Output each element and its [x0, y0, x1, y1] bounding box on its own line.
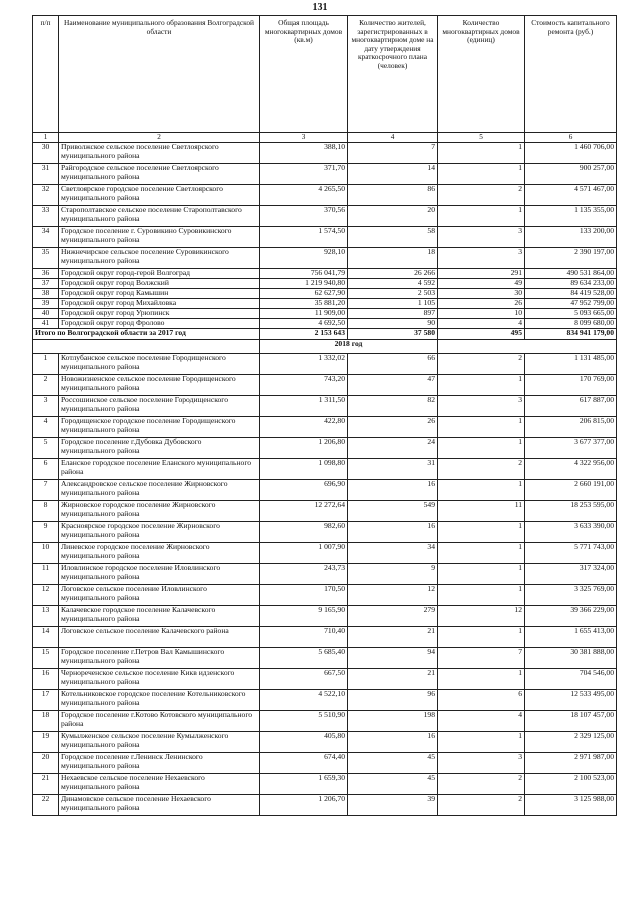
row-houses: 1 [438, 375, 525, 396]
header-houses: Количество многоквартирных домов (единиц) [438, 16, 525, 133]
row-index: 3 [33, 396, 59, 417]
row-cost: 2 100 523,00 [525, 774, 617, 795]
row-residents: 90 [348, 319, 438, 329]
row-municipality: Городской округ город Камышин [59, 289, 260, 299]
row-area: 422,80 [260, 417, 348, 438]
row-residents: 20 [348, 206, 438, 227]
column-number: 2 [59, 133, 260, 143]
row-houses: 1 [438, 732, 525, 753]
row-index: 6 [33, 459, 59, 480]
row-cost: 900 257,00 [525, 164, 617, 185]
row-municipality: Городищенское городское поселение Городищенского муниципального района [59, 417, 260, 438]
row-cost: 30 381 888,00 [525, 648, 617, 669]
table-row [33, 206, 617, 227]
row-residents: 12 [348, 585, 438, 606]
row-houses: 26 [438, 299, 525, 309]
table-row [33, 417, 617, 438]
row-cost: 8 099 680,00 [525, 319, 617, 329]
row-index: 39 [33, 299, 59, 309]
row-residents: 198 [348, 711, 438, 732]
header-area: Общая площадь многоквартирных домов (кв.м) [260, 16, 348, 133]
row-index: 20 [33, 753, 59, 774]
row-index: 16 [33, 669, 59, 690]
row-residents: 24 [348, 438, 438, 459]
row-houses: 1 [438, 438, 525, 459]
row-cost: 3 677 377,00 [525, 438, 617, 459]
row-cost: 1 135 355,00 [525, 206, 617, 227]
row-houses: 1 [438, 164, 525, 185]
row-municipality: Иловлинское городское поселение Иловлинского муниципального района [59, 564, 260, 585]
table-row [33, 711, 617, 732]
row-residents: 16 [348, 522, 438, 543]
table-row [33, 564, 617, 585]
row-area: 4 265,50 [260, 185, 348, 206]
table-row [33, 248, 617, 269]
row-index: 41 [33, 319, 59, 329]
row-houses: 291 [438, 269, 525, 279]
row-index: 38 [33, 289, 59, 299]
row-area: 667,50 [260, 669, 348, 690]
row-area: 35 881,20 [260, 299, 348, 309]
row-residents: 897 [348, 309, 438, 319]
row-index: 37 [33, 279, 59, 289]
row-index: 14 [33, 627, 59, 648]
row-cost: 490 531 864,00 [525, 269, 617, 279]
row-area: 11 909,00 [260, 309, 348, 319]
row-area: 1 659,30 [260, 774, 348, 795]
row-residents: 45 [348, 774, 438, 795]
row-municipality: Динамовское сельское поселение Нехаевского муниципального района [59, 795, 260, 816]
row-cost: 2 660 191,00 [525, 480, 617, 501]
table-row [33, 185, 617, 206]
table-row [33, 480, 617, 501]
row-residents: 82 [348, 396, 438, 417]
row-area: 1 206,80 [260, 438, 348, 459]
row-houses: 12 [438, 606, 525, 627]
row-municipality: Логовское сельское поселение Калачевского района [59, 627, 260, 648]
total-residents: 37 580 [348, 329, 438, 340]
row-index: 9 [33, 522, 59, 543]
table-row [33, 279, 617, 289]
header-residents: Количество жителей, зарегистрированных в многоквартирном доме на дату утверждения краткосрочного плана (человек) [348, 16, 438, 133]
row-municipality: Калачевское городское поселение Калачевского муниципального района [59, 606, 260, 627]
table-row [33, 438, 617, 459]
row-municipality: Новожизненское сельское поселение Городищенского муниципального района [59, 375, 260, 396]
row-index: 30 [33, 143, 59, 164]
table-row [33, 269, 617, 279]
row-houses: 10 [438, 309, 525, 319]
row-area: 170,50 [260, 585, 348, 606]
row-cost: 3 325 769,00 [525, 585, 617, 606]
row-area: 674,40 [260, 753, 348, 774]
row-index: 1 [33, 354, 59, 375]
row-houses: 2 [438, 774, 525, 795]
row-municipality: Линевское городское поселение Жирновского муниципального района [59, 543, 260, 564]
page-number: 131 [312, 2, 328, 13]
row-municipality: Котельниковское городское поселение Котельниковского муниципального района [59, 690, 260, 711]
row-cost: 39 366 229,00 [525, 606, 617, 627]
row-index: 4 [33, 417, 59, 438]
row-index: 40 [33, 309, 59, 319]
row-residents: 14 [348, 164, 438, 185]
row-area: 371,70 [260, 164, 348, 185]
row-index: 2 [33, 375, 59, 396]
row-area: 1 574,50 [260, 227, 348, 248]
row-index: 7 [33, 480, 59, 501]
row-index: 22 [33, 795, 59, 816]
row-index: 5 [33, 438, 59, 459]
row-area: 1 311,50 [260, 396, 348, 417]
row-houses: 49 [438, 279, 525, 289]
row-municipality: Чернореченское сельское поселение Кикв идзенского муниципального района [59, 669, 260, 690]
row-area: 1 007,90 [260, 543, 348, 564]
row-index: 19 [33, 732, 59, 753]
table-row [33, 299, 617, 309]
row-cost: 2 971 987,00 [525, 753, 617, 774]
row-municipality: Александровское сельское поселение Жирновского муниципального района [59, 480, 260, 501]
capital-repair-table [32, 15, 617, 816]
table-row [33, 774, 617, 795]
total-houses: 495 [438, 329, 525, 340]
table-row [33, 227, 617, 248]
row-area: 4 522,10 [260, 690, 348, 711]
table-row [33, 732, 617, 753]
row-area: 928,10 [260, 248, 348, 269]
row-area: 12 272,64 [260, 501, 348, 522]
row-cost: 3 633 390,00 [525, 522, 617, 543]
table-row [33, 690, 617, 711]
row-houses: 1 [438, 143, 525, 164]
row-cost: 4 322 956,00 [525, 459, 617, 480]
row-houses: 2 [438, 795, 525, 816]
row-cost: 133 200,00 [525, 227, 617, 248]
row-residents: 26 266 [348, 269, 438, 279]
row-cost: 170 769,00 [525, 375, 617, 396]
row-residents: 7 [348, 143, 438, 164]
row-cost: 704 546,00 [525, 669, 617, 690]
row-municipality: Россошинское сельское поселение Городищенского муниципального района [59, 396, 260, 417]
row-index: 33 [33, 206, 59, 227]
row-municipality: Приволжское сельское поселение Светлоярского муниципального района [59, 143, 260, 164]
row-municipality: Еланское городское поселение Еланского муниципального района [59, 459, 260, 480]
row-houses: 6 [438, 690, 525, 711]
row-houses: 2 [438, 354, 525, 375]
row-municipality: Нижнечирское сельское поселение Суровикинского муниципального района [59, 248, 260, 269]
row-residents: 21 [348, 669, 438, 690]
table-row [33, 795, 617, 816]
row-cost: 1 131 485,00 [525, 354, 617, 375]
table-row [33, 753, 617, 774]
row-index: 10 [33, 543, 59, 564]
row-houses: 11 [438, 501, 525, 522]
row-area: 743,20 [260, 375, 348, 396]
table-row [33, 543, 617, 564]
row-residents: 549 [348, 501, 438, 522]
row-area: 4 692,50 [260, 319, 348, 329]
row-residents: 94 [348, 648, 438, 669]
column-number: 3 [260, 133, 348, 143]
row-cost: 12 533 495,00 [525, 690, 617, 711]
row-municipality: Светлоярское городское поселение Светлоярского муниципального района [59, 185, 260, 206]
row-index: 34 [33, 227, 59, 248]
row-municipality: Городское поселение г. Суровикино Суровикинского муниципального района [59, 227, 260, 248]
year-spacer [33, 340, 260, 354]
row-index: 35 [33, 248, 59, 269]
row-index: 31 [33, 164, 59, 185]
row-cost: 4 571 467,00 [525, 185, 617, 206]
row-residents: 86 [348, 185, 438, 206]
row-area: 388,10 [260, 143, 348, 164]
total-row-2017 [33, 329, 617, 340]
row-municipality: Городской округ город Урюпинск [59, 309, 260, 319]
year-spacer [438, 340, 617, 354]
row-houses: 3 [438, 248, 525, 269]
table-row [33, 459, 617, 480]
row-houses: 1 [438, 543, 525, 564]
row-index: 21 [33, 774, 59, 795]
table-header-row [33, 16, 617, 133]
row-houses: 3 [438, 753, 525, 774]
row-municipality: Городское поселение г.Ленинск Ленинского муниципального района [59, 753, 260, 774]
column-number: 5 [438, 133, 525, 143]
table-row [33, 375, 617, 396]
row-houses: 3 [438, 396, 525, 417]
row-residents: 66 [348, 354, 438, 375]
row-residents: 45 [348, 753, 438, 774]
row-municipality: Нехаевское сельское поселение Нехаевского муниципального района [59, 774, 260, 795]
table-row [33, 648, 617, 669]
row-houses: 1 [438, 417, 525, 438]
row-municipality: Городское поселение г.Дубовка Дубовского муниципального района [59, 438, 260, 459]
row-houses: 1 [438, 206, 525, 227]
table-row [33, 669, 617, 690]
row-cost: 84 419 528,00 [525, 289, 617, 299]
row-residents: 39 [348, 795, 438, 816]
row-residents: 16 [348, 480, 438, 501]
row-cost: 47 952 799,00 [525, 299, 617, 309]
table-row [33, 606, 617, 627]
row-index: 8 [33, 501, 59, 522]
row-municipality: Городское поселение г.Петров Вал Камышинского муниципального района [59, 648, 260, 669]
row-residents: 31 [348, 459, 438, 480]
header-cost: Стоимость капитального ремонта (руб.) [525, 16, 617, 133]
row-residents: 9 [348, 564, 438, 585]
row-houses: 3 [438, 227, 525, 248]
row-cost: 18 253 595,00 [525, 501, 617, 522]
row-cost: 1 655 413,00 [525, 627, 617, 648]
row-cost: 317 324,00 [525, 564, 617, 585]
table-row [33, 627, 617, 648]
row-municipality: Кумылженское сельское поселение Кумылженского муниципального района [59, 732, 260, 753]
row-houses: 2 [438, 459, 525, 480]
row-area: 243,73 [260, 564, 348, 585]
table-body [33, 133, 617, 816]
row-municipality: Городское поселение г.Котово Котовского муниципального района [59, 711, 260, 732]
row-residents: 26 [348, 417, 438, 438]
row-municipality: Райгородское сельское поселение Светлоярского муниципального района [59, 164, 260, 185]
table-row [33, 396, 617, 417]
row-houses: 1 [438, 564, 525, 585]
row-index: 15 [33, 648, 59, 669]
row-index: 18 [33, 711, 59, 732]
column-number-row [33, 133, 617, 143]
row-houses: 1 [438, 669, 525, 690]
row-index: 11 [33, 564, 59, 585]
row-area: 696,90 [260, 480, 348, 501]
row-index: 13 [33, 606, 59, 627]
row-houses: 4 [438, 711, 525, 732]
table-row [33, 164, 617, 185]
row-area: 710,40 [260, 627, 348, 648]
row-municipality: Старополтавское сельское поселение Старополтавского муниципального района [59, 206, 260, 227]
table-row [33, 143, 617, 164]
row-residents: 21 [348, 627, 438, 648]
row-cost: 89 634 233,00 [525, 279, 617, 289]
table-row [33, 319, 617, 329]
row-cost: 1 460 706,00 [525, 143, 617, 164]
row-houses: 1 [438, 627, 525, 648]
row-cost: 5 093 665,00 [525, 309, 617, 319]
row-municipality: Котлубанское сельское поселение Городищенского муниципального района [59, 354, 260, 375]
table-row [33, 309, 617, 319]
row-municipality: Красноярское городское поселение Жирновского муниципального района [59, 522, 260, 543]
column-number: 4 [348, 133, 438, 143]
row-residents: 58 [348, 227, 438, 248]
row-area: 370,56 [260, 206, 348, 227]
total-cost: 834 941 179,00 [525, 329, 617, 340]
row-area: 756 041,79 [260, 269, 348, 279]
year-section-row [33, 340, 617, 354]
row-houses: 4 [438, 319, 525, 329]
row-area: 5 510,90 [260, 711, 348, 732]
row-index: 32 [33, 185, 59, 206]
table-row [33, 289, 617, 299]
row-cost: 206 815,00 [525, 417, 617, 438]
row-area: 1 219 940,80 [260, 279, 348, 289]
row-residents: 96 [348, 690, 438, 711]
row-area: 1 332,02 [260, 354, 348, 375]
row-municipality: Городской округ город Михайловка [59, 299, 260, 309]
row-area: 5 685,40 [260, 648, 348, 669]
row-houses: 1 [438, 585, 525, 606]
row-cost: 2 390 197,00 [525, 248, 617, 269]
row-municipality: Жирновское городское поселение Жирновского муниципального района [59, 501, 260, 522]
row-area: 1 098,80 [260, 459, 348, 480]
row-residents: 34 [348, 543, 438, 564]
row-residents: 279 [348, 606, 438, 627]
column-number: 6 [525, 133, 617, 143]
row-residents: 16 [348, 732, 438, 753]
total-label: Итого по Волгоградской области за 2017 год [33, 329, 260, 340]
row-municipality: Городской округ город Волжский [59, 279, 260, 289]
row-houses: 30 [438, 289, 525, 299]
row-municipality: Логовское сельское поселение Иловлинского муниципального района [59, 585, 260, 606]
row-area: 405,80 [260, 732, 348, 753]
table-row [33, 354, 617, 375]
table-row [33, 585, 617, 606]
row-residents: 47 [348, 375, 438, 396]
year-heading: 2018 год [260, 340, 438, 354]
row-houses: 1 [438, 522, 525, 543]
row-index: 12 [33, 585, 59, 606]
row-houses: 2 [438, 185, 525, 206]
row-area: 982,60 [260, 522, 348, 543]
row-residents: 1 105 [348, 299, 438, 309]
row-cost: 2 329 125,00 [525, 732, 617, 753]
row-municipality: Городской округ город-герой Волгоград [59, 269, 260, 279]
column-number: 1 [33, 133, 59, 143]
row-area: 9 165,90 [260, 606, 348, 627]
row-residents: 2 503 [348, 289, 438, 299]
header-municipality: Наименование муниципального образования Волгоградской области [59, 16, 260, 133]
row-municipality: Городской округ город Фролово [59, 319, 260, 329]
total-area: 2 153 643 [260, 329, 348, 340]
row-houses: 1 [438, 480, 525, 501]
row-index: 36 [33, 269, 59, 279]
row-residents: 4 592 [348, 279, 438, 289]
row-residents: 18 [348, 248, 438, 269]
row-area: 1 206,70 [260, 795, 348, 816]
header-index: п/п [33, 16, 59, 133]
row-cost: 3 125 988,00 [525, 795, 617, 816]
row-area: 62 627,90 [260, 289, 348, 299]
table-row [33, 522, 617, 543]
row-index: 17 [33, 690, 59, 711]
row-houses: 7 [438, 648, 525, 669]
table-row [33, 501, 617, 522]
row-cost: 617 887,00 [525, 396, 617, 417]
row-cost: 5 771 743,00 [525, 543, 617, 564]
row-cost: 18 107 457,00 [525, 711, 617, 732]
